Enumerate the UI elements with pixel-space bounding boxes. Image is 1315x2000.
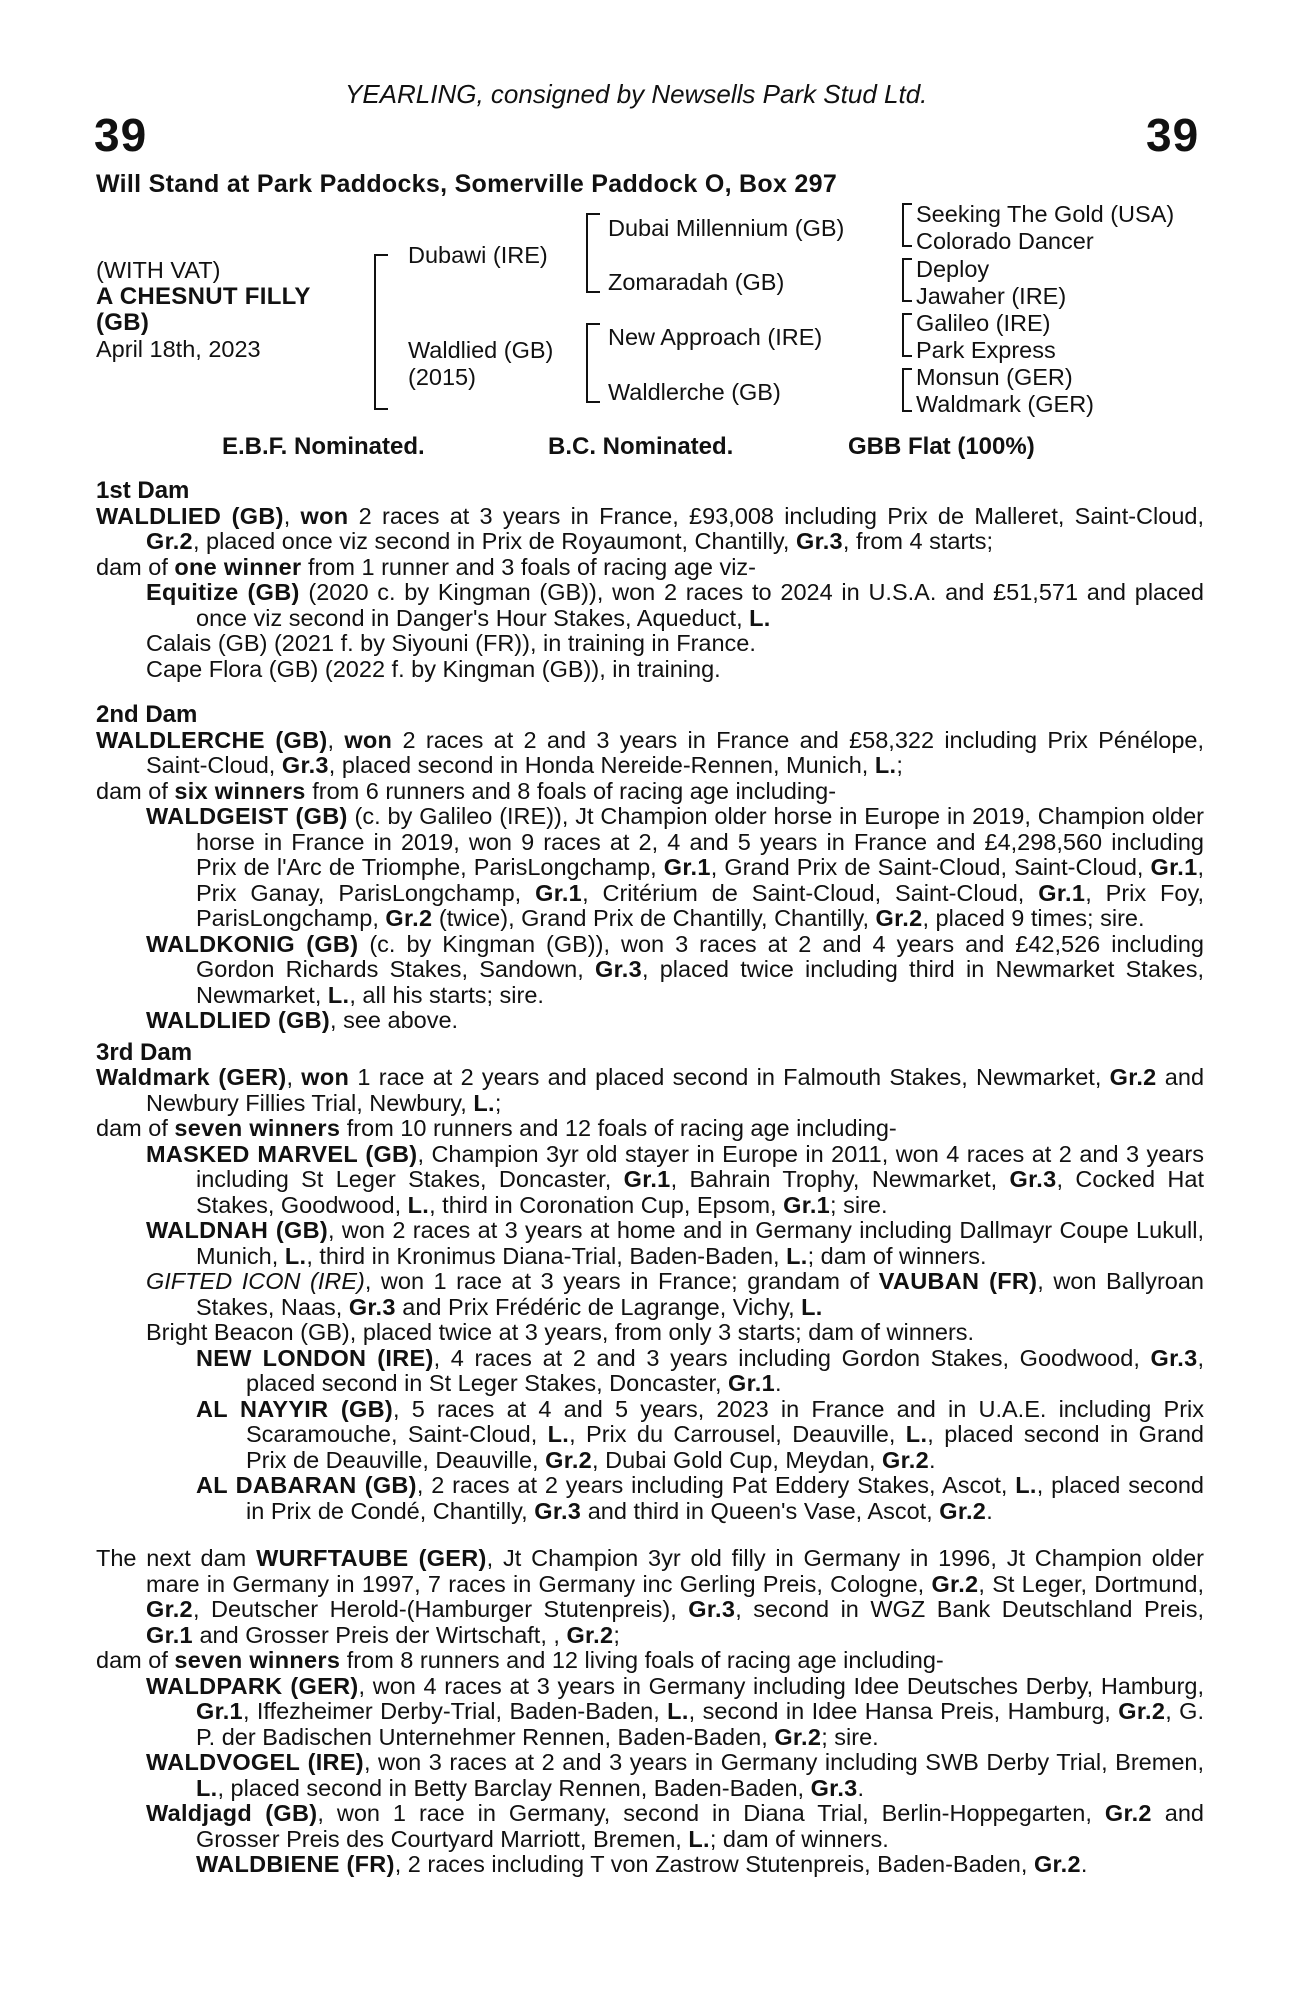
gbb-status: GBB Flat (100%) [848,433,1035,460]
pedigree-sdd: Jawaher (IRE) [916,283,1067,309]
third-dam-grandproduce-2: AL NAYYIR (GB), 5 races at 4 and 5 years, 2023 in France and in U.A.E. including Prix Scaramouche, Saint-Cloud, L., Prix du Carrousel, Deauville, L., placed second in Grand Prix de Deauville, Deauville, Gr.2, Dubai Gold Cup, Meydan, Gr.2. [196,1395,1204,1473]
pedigree-brace-dd [902,368,912,412]
consignor-line: YEARLING, consigned by Newsells Park Stud Ltd. [345,79,928,109]
ebf-nomination: E.B.F. Nominated. [222,433,425,460]
second-dam-heading: 2nd Dam [96,701,198,728]
pedigree-dam-sire: New Approach (IRE) [608,324,823,350]
pedigree-dam-year: (2015) [408,364,476,390]
third-dam-produce-1: MASKED MARVEL (GB), Champion 3yr old stayer in Europe in 2011, won 4 races at 2 and 3 years including St Leger Stakes, Doncaster, Gr.1, Bahrain Trophy, Newmarket, Gr.3, Cocked Hat Stakes, Goodwood, L., third in Coronation Cup, Epsom, Gr.1; sire. [146,1140,1204,1218]
pedigree-dam: Waldlied (GB) [408,337,554,363]
pedigree-sds: Deploy [916,256,990,282]
horse-dob: April 18th, 2023 [96,336,261,362]
pedigree-sire: Dubawi (IRE) [408,242,548,268]
second-dam-produce-summary: dam of six winners from 6 runners and 8 foals of racing age including- [96,777,837,804]
pedigree-dss: Galileo (IRE) [916,310,1051,336]
horse-name-suffix: (GB) [96,309,150,336]
first-dam-produce-1: Equitize (GB) (2020 c. by Kingman (GB)), won 2 races to 2024 in U.S.A. and £51,571 and placed once viz second in Danger's Hour Stakes, Aqueduct, L. [146,579,1204,631]
third-dam-grandproduce-1: NEW LONDON (IRE), 4 races at 2 and 3 years including Gordon Stakes, Goodwood, Gr.3, placed second in St Leger Stakes, Doncaster, Gr.1. [196,1344,1204,1396]
next-dam-produce-summary: dam of seven winners from 8 runners and 12 living foals of racing age including- [96,1647,944,1673]
next-dam-produce-3: Waldjagd (GB), won 1 race in Germany, second in Diana Trial, Berlin-Hoppegarten, Gr.2 and Grosser Preis des Courtyard Marriott, Bremen, L.; dam of winners. [146,1800,1204,1852]
first-dam-produce-summary: dam of one winner from 1 runner and 3 foals of racing age viz- [96,553,756,580]
bc-nomination: B.C. Nominated. [548,433,734,460]
second-dam-record: WALDLERCHE (GB), won 2 races at 2 and 3 years in France and £58,322 including Prix Pénélope, Saint-Cloud, Gr.3, placed second in Honda Nereide-Rennen, Munich, L.; [96,726,1204,778]
pedigree-brace-ss [902,203,912,247]
next-dam-record: The next dam WURFTAUBE (GER), Jt Champion 3yr old filly in Germany in 1996, Jt Champion older mare in Germany in 1997, 7 races in Germany inc Gerling Preis, Cologne, Gr.2, St Leger, Dortmund, Gr.2, Deutscher Herold-(Hamburger Stutenpreis), Gr.3, second in WGZ Bank Deutschland Preis, Gr.1 and Grosser Preis der Wirtschaft, , Gr.2; [96,1545,1205,1648]
lot-number-left: 39 [94,109,148,161]
pedigree-brace-dam [586,323,600,403]
third-dam-produce-3: GIFTED ICON (IRE), won 1 race at 3 years in France; grandam of VAUBAN (FR), won Ballyroan Stakes, Naas, Gr.3 and Prix Frédéric de Lagrange, Vichy, L. [146,1268,1204,1320]
second-dam-produce-1: WALDGEIST (GB) (c. by Galileo (IRE)), Jt Champion older horse in Europe in 2019, Champion older horse in France in 2019, won 9 races at 2, 4 and 5 years in France and £4,298,560 including Prix de l'Arc de Triomphe, ParisLongchamp, Gr.1, Grand Prix de Saint-Cloud, Saint-Cloud, Gr.1, Prix Ganay, ParisLongchamp, Gr.1, Critérium de Saint-Cloud, Saint-Cloud, Gr.1, Prix Foy, ParisLongchamp, Gr.2 (twice), Grand Prix de Chantilly, Chantilly, Gr.2, placed 9 times; sire. [146,803,1205,931]
pedigree-sire-dam: Zomaradah (GB) [608,269,785,295]
pedigree-ddd: Waldmark (GER) [916,391,1094,417]
first-dam-heading: 1st Dam [96,477,190,504]
catalogue-body [96,478,1204,1878]
horse-name: A CHESNUT FILLY [96,283,311,310]
next-dam-produce-1: WALDPARK (GER), won 4 races at 3 years in Germany including Idee Deutsches Derby, Hamburg, Gr.1, Iffezheimer Derby-Trial, Baden-Baden, L., second in Idee Hansa Preis, Hamburg, Gr.2, G. P. der Badischen Unternehmer Rennen, Baden-Baden, Gr.2; sire. [146,1672,1204,1750]
third-dam-grandproduce-3: AL DABARAN (GB), 2 races at 2 years including Pat Eddery Stakes, Ascot, L., placed second in Prix de Condé, Chantilly, Gr.3 and third in Queen's Vase, Ascot, Gr.2. [196,1472,1204,1524]
lot-number-right: 39 [1146,109,1200,161]
pedigree-brace-sd [902,258,912,302]
third-dam-produce-2: WALDNAH (GB), won 2 races at 3 years at home and in Germany including Dallmayr Coupe Lukull, Munich, L., third in Kronimus Diana-Trial, Baden-Baden, L.; dam of winners. [146,1217,1204,1269]
pedigree-brace-ds [902,313,912,357]
second-dam-produce-2: WALDKONIG (GB) (c. by Kingman (GB)), won 3 races at 2 and 4 years and £42,526 including Gordon Richards Stakes, Sandown, Gr.3, placed twice including third in Newmarket Stakes, Newmarket, L., all his starts; sire. [146,930,1205,1008]
third-dam-heading: 3rd Dam [96,1038,193,1066]
pedigree-ssd: Colorado Dancer [916,228,1094,254]
pedigree-brace-sire [586,213,600,293]
pedigree-dsd: Park Express [916,337,1056,363]
third-dam-produce-4: Bright Beacon (GB), placed twice at 3 years, from only 3 starts; dam of winners. [146,1319,975,1345]
first-dam-produce-3: Cape Flora (GB) (2022 f. by Kingman (GB)), in training. [146,655,721,682]
first-dam-record: WALDLIED (GB), won 2 races at 3 years in France, £93,008 including Prix de Malleret, Saint-Cloud, Gr.2, placed once viz second in Prix de Royaumont, Chantilly, Gr.3, from 4 starts; [96,502,1204,554]
pedigree-sss: Seeking The Gold (USA) [916,201,1175,227]
pedigree-brace-main [374,254,388,410]
second-dam-produce-3: WALDLIED (GB), see above. [146,1007,459,1033]
pedigree-dam-dam: Waldlerche (GB) [608,379,781,405]
first-dam-produce-2: Calais (GB) (2021 f. by Siyouni (FR)), in training in France. [146,630,756,656]
pedigree-dds: Monsun (GER) [916,364,1073,390]
next-dam-grandproduce-1: WALDBIENE (FR), 2 races including T von Zastrow Stutenpreis, Baden-Baden, Gr.2. [196,1851,1088,1877]
next-dam-produce-2: WALDVOGEL (IRE), won 3 races at 2 and 3 years in Germany including SWB Derby Trial, Bremen, L., placed second in Betty Barclay Rennen, Baden-Baden, Gr.3. [146,1749,1204,1801]
vat-label: (WITH VAT) [96,257,221,283]
stand-location: Will Stand at Park Paddocks, Somerville Paddock O, Box 297 [96,170,838,198]
third-dam-record: Waldmark (GER), won 1 race at 2 years and placed second in Falmouth Stakes, Newmarket, Gr.2 and Newbury Fillies Trial, Newbury, L.; [96,1064,1205,1116]
pedigree-sire-sire: Dubai Millennium (GB) [608,215,845,241]
third-dam-produce-summary: dam of seven winners from 10 runners and 12 foals of racing age including- [96,1115,897,1141]
